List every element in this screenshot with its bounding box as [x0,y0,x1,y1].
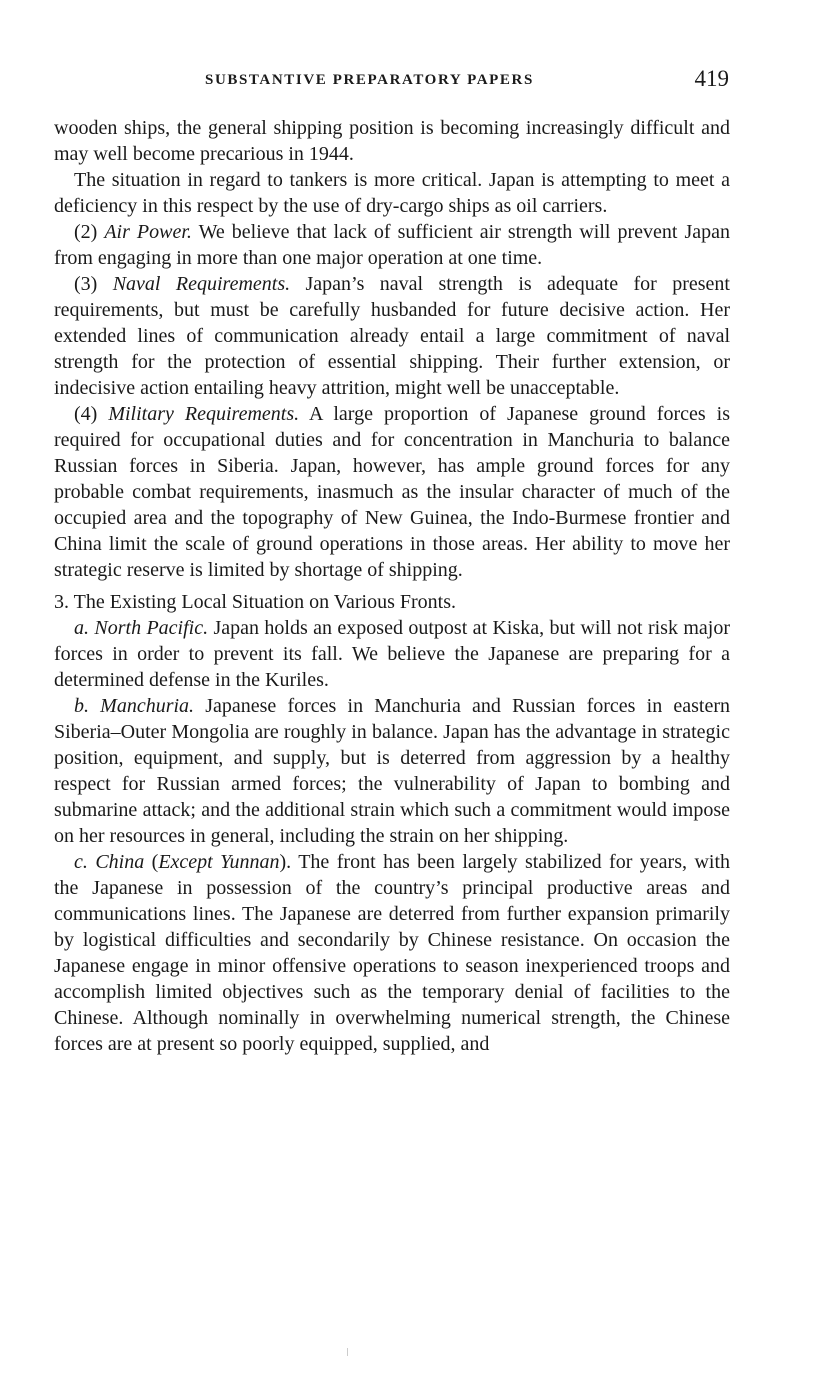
item-subheading: Except Yunnan [158,851,280,873]
item-heading: Air Power. [104,221,192,243]
scan-mark [347,1348,348,1356]
paragraph-military-requirements [54,401,730,583]
item-heading: b. Manchuria. [74,695,195,717]
item-text: Japan holds an exposed outpost at Kiska, but will not risk major forces in order to prevent its fall. We believe the Japanese are preparing for a determined defense in the Kuriles. [54,617,730,691]
section-heading: 3. The Existing Local Situation on Various Fronts. [54,591,457,613]
paragraph-shipping: wooden ships, the general shipping position is becoming increasingly difficult and may well become precarious in 1944. [54,117,730,165]
item-text: We believe that lack of sufficient air strength will prevent Japan from engaging in more than one major operation at one time. [54,221,730,269]
item-heading: c. China [74,851,145,873]
item-paren-open: ( [144,851,159,873]
paragraph-china [54,849,730,1057]
item-text: Japan’s naval strength is adequate for present requirements, but must be carefully husbanded for future decisive action. Her extended lines of communication already entail a large commitment of naval strength for the protection of essential shipping. Their further extension, or indecisive action entailing heavy attrition, might well be unacceptable. [54,273,730,399]
item-heading: Military Requirements. [108,403,300,425]
item-number: (4) [74,403,109,425]
running-title: SUBSTANTIVE PREPARATORY PAPERS [205,72,534,88]
item-text: The front has been largely stabilized for years, with the Japanese in possession of the country’s principal productive areas and communications lines. The Japanese are deterred from further expansion primarily by logistical difficulties and secondarily by Chinese resistance. On occasion the Japanese engage in minor offensive operations to season inexperienced troops and accomplish limited objectives such as the temporary denial of facilities to the Chinese. Although nominally in overwhelming numerical strength, the Chinese forces are at present so poorly equipped, supplied, and [54,851,730,1055]
item-heading: Naval Requirements. [112,273,291,295]
item-heading: a. North Pacific. [74,617,209,639]
paragraph-tankers: The situation in regard to tankers is more critical. Japan is attempting to meet a deficiency in this respect by the use of dry-cargo ships as oil carriers. [54,169,730,217]
paragraph-north-pacific [54,615,730,693]
page-number: 419 [694,66,729,91]
item-number: (3) [74,273,113,295]
page-header [205,66,729,98]
item-text: Japanese forces in Manchuria and Russian forces in eastern Siberia–Outer Mongolia are roughly in balance. Japan has the advantage in strategic position, equipment, and supply, but is deterred from aggression by a healthy respect for Russian armed forces; the vulnerability of Japan to bombing and submarine attack; and the additional strain which such a commitment would impose on her resources in general, including the strain on her shipping. [54,695,730,847]
paragraph-manchuria [54,693,730,849]
item-number: (2) [74,221,105,243]
item-paren-close: ). [279,851,292,873]
body-text [54,115,730,1057]
item-text: A large proportion of Japanese ground forces is required for occupational duties and for concentration in Manchuria to balance Russian forces in Siberia. Japan, however, has ample ground forces for any probable combat requirements, inasmuch as the insular character of much of the occupied area and the topography of New Guinea, the Indo-Burmese frontier and China limit the scale of ground operations in those areas. Her ability to move her strategic reserve is limited by shortage of shipping. [54,403,730,581]
paragraph-naval-requirements [54,271,730,401]
paragraph-air-power [54,219,730,271]
